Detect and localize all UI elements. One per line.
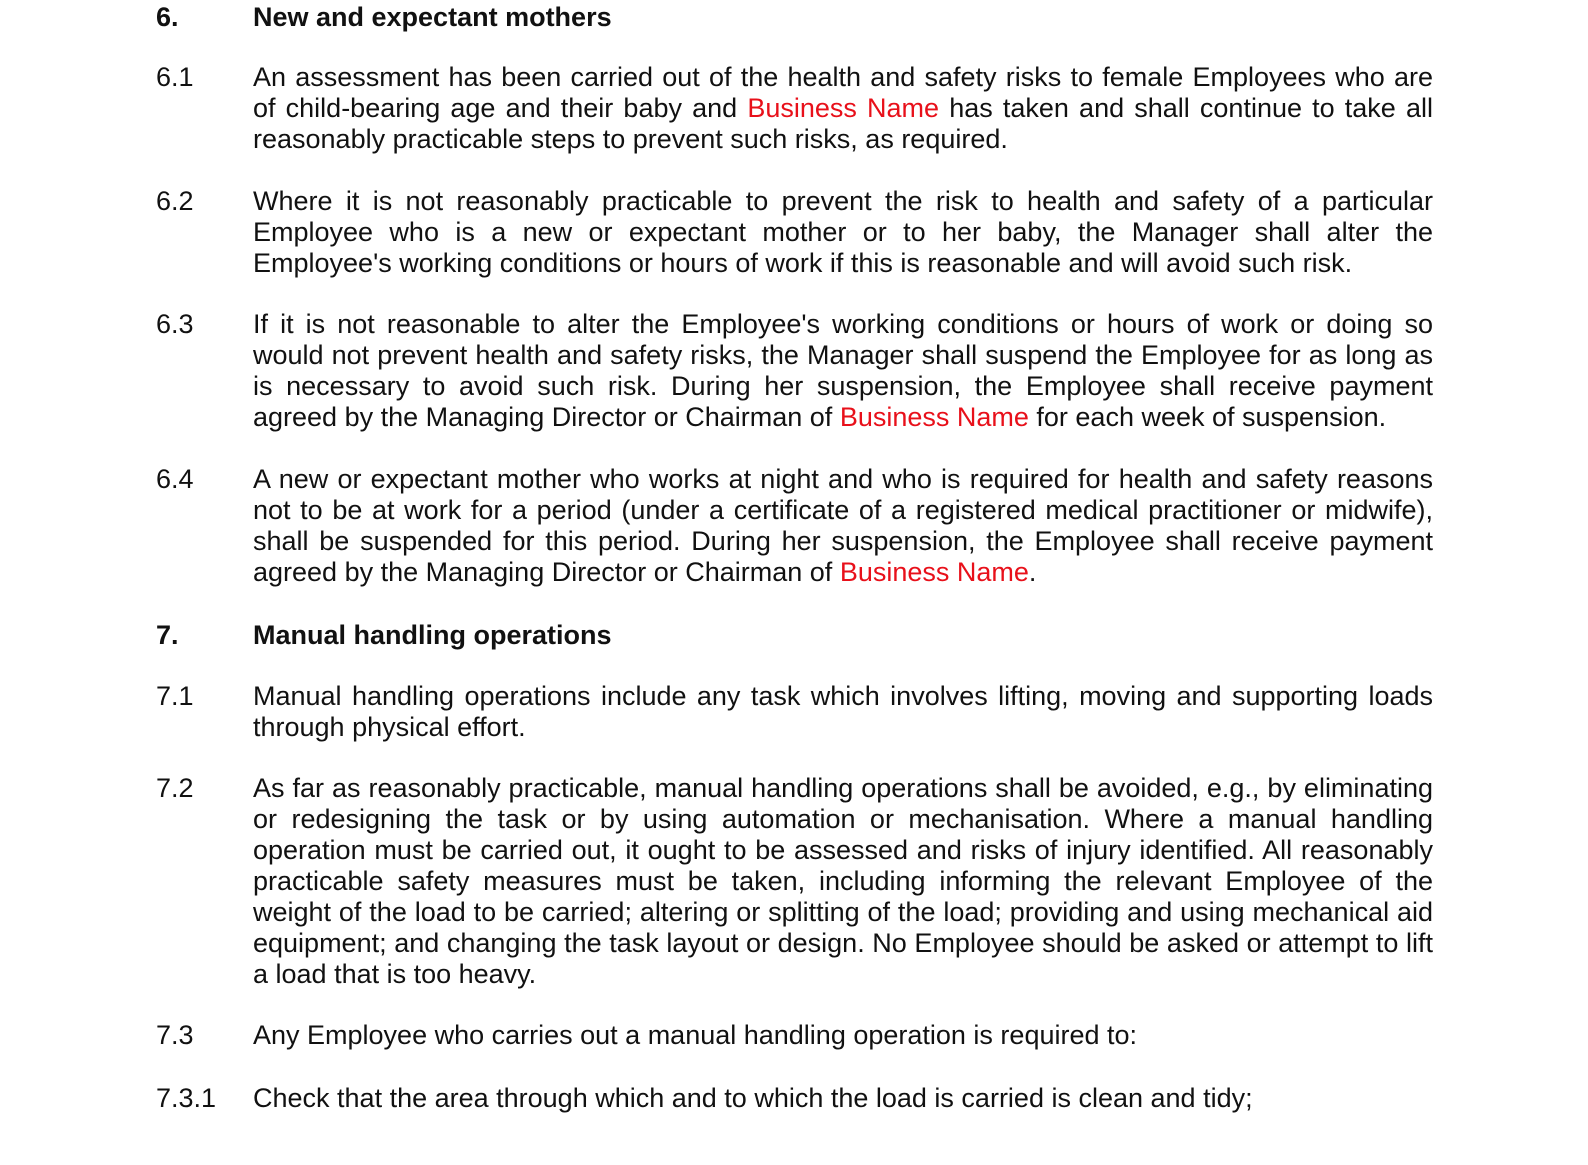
clause-number: 6.4 [156, 464, 194, 494]
clause-text: Any Employee who carries out a manual handling operation is required to: [253, 1020, 1138, 1050]
section-number: 7. [156, 620, 179, 650]
clause-number: 6.1 [156, 62, 194, 92]
business-name-placeholder: Business Name [747, 93, 940, 123]
clause-number: 6.2 [156, 186, 194, 216]
section-title: New and expectant mothers [253, 2, 612, 32]
section-title: Manual handling operations [253, 620, 612, 650]
business-name-placeholder: Business Name [839, 402, 1029, 432]
section-number: 6. [156, 2, 179, 32]
clause-text: Where it is not reasonably practicable to prevent the risk to health and safety of a particular Employee who is a new or expectant mother or to her baby, the Manager shall alter the Employee's working conditions or hours of work if this is reasonable and will avoid such risk. [253, 186, 1433, 278]
clause-number: 6.3 [156, 309, 194, 339]
clause-text: If it is not reasonable to alter the Employee's working conditions or hours of work or doing so would not prevent health and safety risks, the Manager shall suspend the Employee for as long as is necessary to avoid such risk. During her suspension, the Employee shall receive payment agreed by the Managing Director or Chairman of Business Name for each week of suspension. [253, 309, 1433, 432]
clause-number: 7.3 [156, 1020, 194, 1050]
clause-text: Manual handling operations include any task which involves lifting, moving and supporting loads through physical effort. [253, 681, 1433, 742]
clause-text: An assessment has been carried out of the health and safety risks to female Employees who are of child-bearing age and their baby and Business Name has taken and shall continue to take all reasonably practicable steps to prevent such risks, as required. [253, 62, 1433, 154]
clause-number: 7.3.1 [156, 1083, 217, 1113]
clause-number: 7.2 [156, 773, 194, 803]
clause-text: A new or expectant mother who works at night and who is required for health and safety reasons not to be at work for a period (under a certificate of a registered medical practitioner or midwife), shall be suspended for this period. During her suspension, the Employee shall receive payment agreed by the Managing Director or Chairman of Business Name. [253, 464, 1433, 587]
clause-text: As far as reasonably practicable, manual handling operations shall be avoided, e.g., by eliminating or redesigning the task or by using automation or mechanisation. Where a manual handling operation must be carried out, it ought to be assessed and risks of injury identified. All reasonably practicable safety measures must be taken, including informing the relevant Employee of the weight of the load to be carried; altering or splitting of the load; providing and using mechanical aid equipment; and changing the task layout or design. No Employee should be asked or attempt to lift a load that is too heavy. [253, 773, 1433, 989]
clause-number: 7.1 [156, 681, 194, 711]
clause-text: Check that the area through which and to which the load is carried is clean and tidy; [253, 1083, 1253, 1113]
business-name-placeholder: Business Name [839, 557, 1029, 587]
